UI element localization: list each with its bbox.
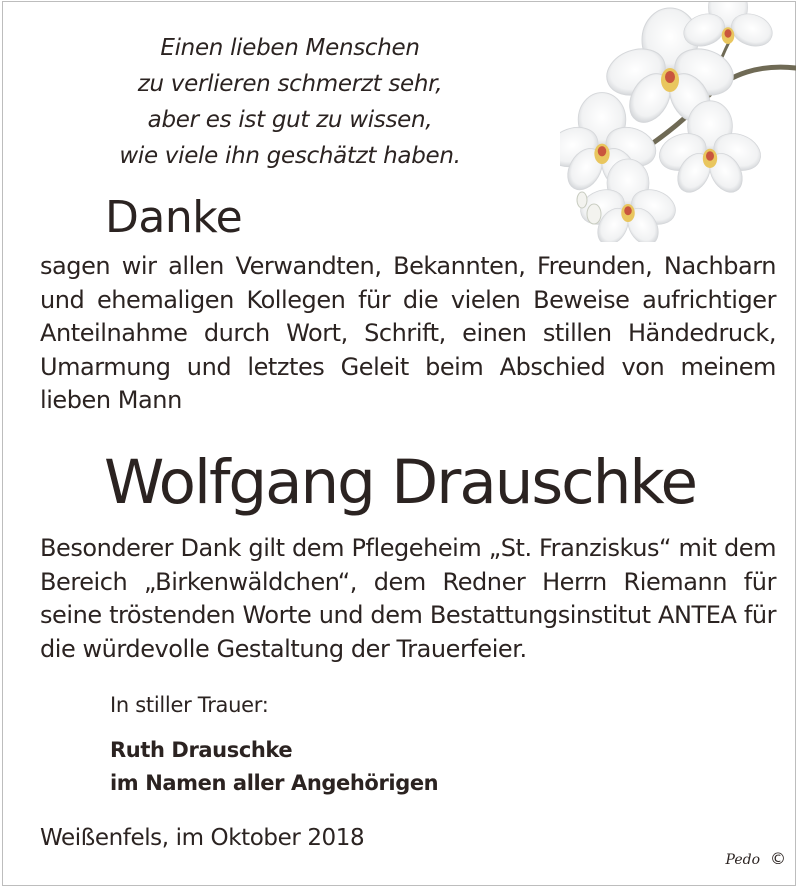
orchid-image [560,2,796,242]
deceased-name: Wolfgang Drauschke [103,447,697,518]
poem-line: zu verlieren schmerzt sehr, [137,71,443,97]
poem-line: Einen lieben Menschen [160,35,420,61]
signers [110,734,438,800]
place-date: Weißenfels, im Oktober 2018 [40,825,365,851]
special-thanks-line: Bereich „Birkenwäldchen“, dem Redner Herrn Riemann für [40,567,776,596]
mourning-label: In stiller Trauer: [110,693,269,717]
poem-line: wie viele ihn geschätzt haben. [119,143,461,169]
thanks-line: Umarmung und letztes Geleit beim Abschied von meinem [40,352,776,381]
signer-name: Ruth Drauschke [110,738,293,762]
special-thanks-line: seine tröstenden Worte und dem Bestattungsinstitut ANTEA für [40,601,776,629]
special-thanks-paragraph [40,532,776,666]
designer-signature: Pedo [725,852,760,868]
memorial-poem [20,30,560,174]
designer-credit [726,848,786,871]
poem-line: aber es ist gut zu wissen, [147,107,433,133]
thanks-line: sagen wir allen Verwandten, Bekannten, Freunden, Nachbarn [40,252,776,280]
special-thanks-line: Besonderer Dank gilt dem Pflegeheim „St. Franziskus“ mit dem [40,534,776,562]
signer-note: im Namen aller Angehörigen [110,771,439,795]
thanks-heading: Danke [105,192,243,243]
thanks-line: und ehemaligen Kollegen für die vielen Beweise aufrichtiger [40,285,776,314]
copyright-icon: © [770,849,786,868]
thanks-line: Anteilnahme durch Wort, Schrift, einen stillen Händedruck, [40,319,776,347]
thanks-line: lieben Mann [40,386,182,414]
thanks-paragraph [40,250,776,418]
special-thanks-line: die würdevolle Gestaltung der Trauerfeier. [40,634,527,663]
